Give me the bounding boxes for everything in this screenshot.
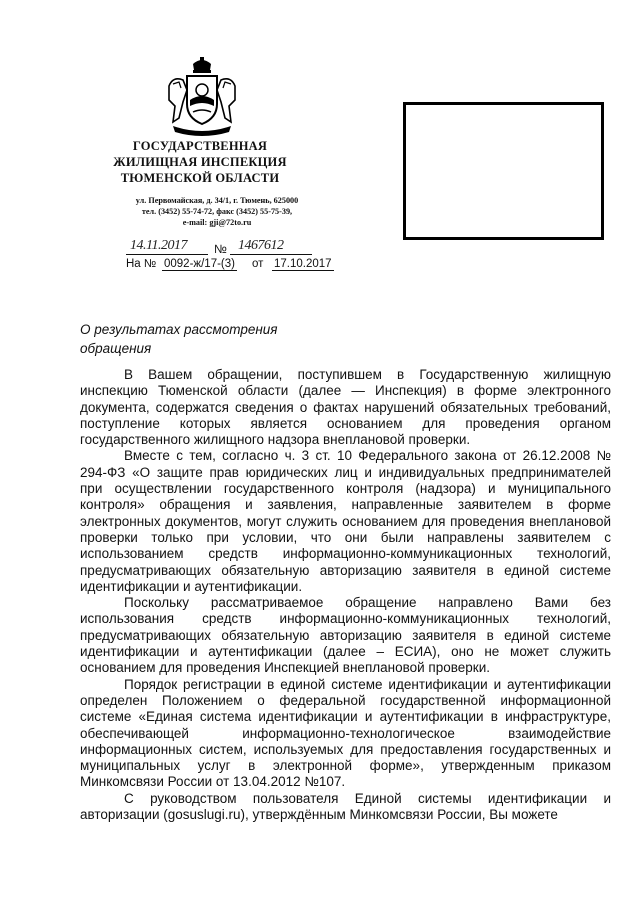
body-paragraph: Вместе с тем, согласно ч. 3 ст. 10 Федерального закона от 26.12.2008 № 294-ФЗ «О защите прав юридических лиц и индивидуальных предпринимателей при осуществлении государственного контроля (надзора) и муниципального контроля» обращения и заявления, направленные заявителем в форме электронных документов, могут служить основанием для проведения внеплановой проверки только при условии, что они были направлены заявителем с использованием средств информационно-коммуникационных технологий, предусматривающих обязательную авторизацию заявителя в единой системе идентификации и аутентификации. xyxy=(80,448,611,594)
outgoing-registration xyxy=(126,236,336,260)
letter-subject xyxy=(80,320,360,358)
body-paragraph: В Вашем обращении, поступившем в Государственную жилищную инспекцию Тюменской области (далее — Инспекция) в форме электронного документа, содержатся сведения о фактах нарушений обязательных требований, поступление которых является основанием для проведения органом государственного жилищного надзора внеплановой проверки. xyxy=(80,367,611,448)
handwritten-date: 14.11.2017 xyxy=(130,238,187,253)
body-paragraph: Поскольку рассматриваемое обращение направлено Вами без использования средств информационно-коммуникационных технологий, предусматривающих обязательную авторизацию заявителя в единой системе идентификации и аутентификации (далее – ЕСИА), оно не может служить основанием для проведения Инспекцией внеплановой проверки. xyxy=(80,595,611,676)
number-sign: № xyxy=(214,242,227,256)
org-address: ул. Первомайская, д. 34/1, г. Тюмень, 625000 xyxy=(135,196,299,205)
number-underline xyxy=(230,254,312,255)
subject-line: обращения xyxy=(80,341,152,356)
reference-registration xyxy=(126,258,346,276)
body-paragraph: Порядок регистрации в единой системе идентификации и аутентификации определен Положением о федеральной государственной информационной системе «Единая система идентификации и аутентификации в инфраструктуре, обеспечивающей информационно-технологическое взаимодействие информационных систем, используемых для предоставления государственных и муниципальных услуг в электронной форме», утвержденным приказом Минкомсвязи России от 13.04.2012 №107. xyxy=(80,676,611,790)
org-name-line: ЖИЛИЩНАЯ ИНСПЕКЦИЯ xyxy=(113,155,287,169)
reference-from-label: от xyxy=(252,258,264,270)
org-email: e-mail: gji@72to.ru xyxy=(182,218,252,227)
organization-contacts xyxy=(112,195,322,228)
redacted-recipient-box xyxy=(403,102,604,240)
reference-date: 17.10.2017 xyxy=(274,258,332,270)
organization-name xyxy=(100,138,300,186)
date-underline xyxy=(126,254,208,255)
org-name-line: ТЮМЕНСКОЙ ОБЛАСТИ xyxy=(120,171,280,185)
body-paragraph: С руководством пользователя Единой системы идентификации и авторизации (gosuslugi.ru), утверждённым Минкомсвязи России, Вы можете xyxy=(80,790,611,823)
reference-label: На № xyxy=(126,258,157,270)
reference-number: 0092-ж/17-(3) xyxy=(164,258,235,270)
org-name-line: ГОСУДАРСТВЕННАЯ xyxy=(132,139,268,153)
subject-line: О результатах рассмотрения xyxy=(80,322,278,337)
coat-of-arms-icon xyxy=(163,56,241,140)
org-phones: тел. (3452) 55-74-72, факс (3452) 55-75-39, xyxy=(141,207,293,216)
letter-body xyxy=(80,367,611,823)
handwritten-number: 1467612 xyxy=(238,238,284,253)
